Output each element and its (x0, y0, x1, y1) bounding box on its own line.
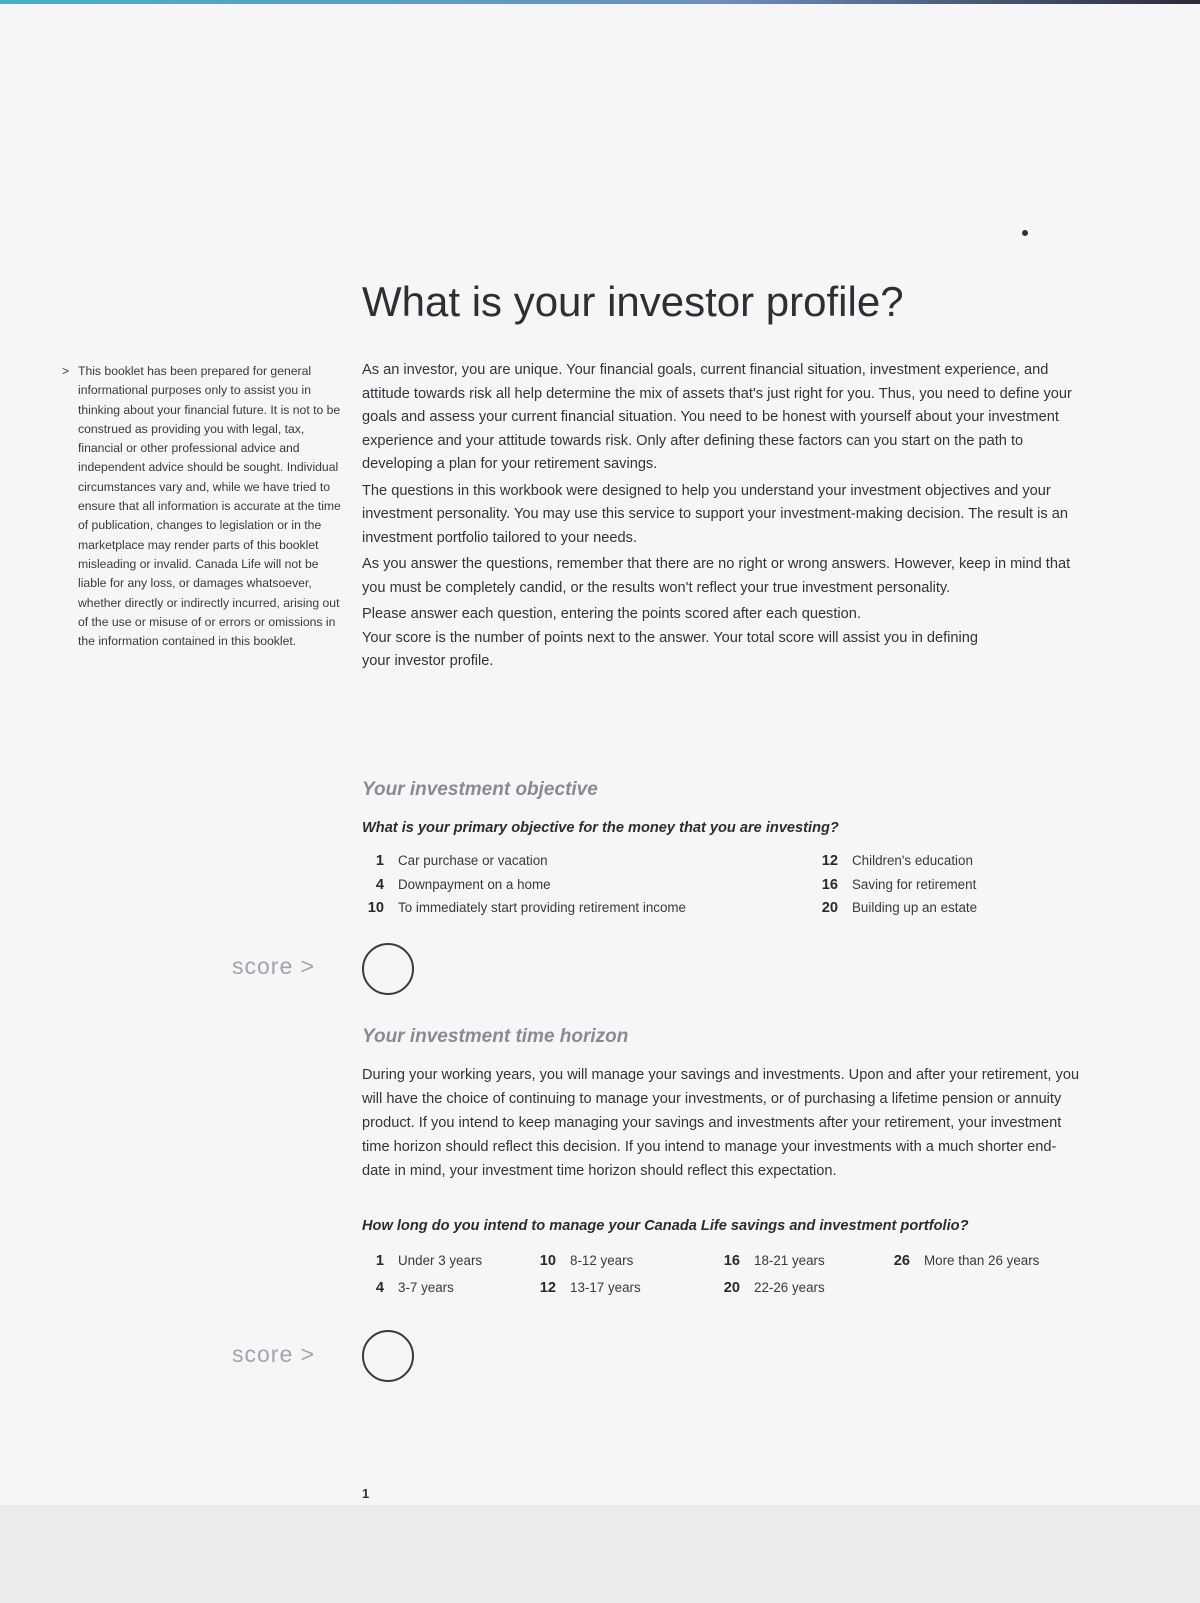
objective-option[interactable] (362, 853, 548, 869)
objective-option[interactable] (362, 900, 686, 916)
page-bottom-edge (0, 1505, 1200, 1603)
intro-paragraph-1: As an investor, you are unique. Your financial goals, current financial situation, investment experience, and attitude towards risk all help determine the mix of assets that's just right for you. Thus, you need to define your goals and assess your current financial situation. You need to be honest with yourself about your investment experience and your attitude towards risk. Only after defining these factors can you start on the path to developing a plan for your retirement savings. (362, 362, 1072, 472)
option-label: Building up an estate (852, 900, 978, 915)
horizon-option[interactable] (534, 1253, 633, 1269)
horizon-option[interactable] (534, 1280, 641, 1296)
objective-heading: Your investment objective (362, 779, 598, 800)
option-label: 13-17 years (570, 1280, 641, 1295)
ink-speck (1021, 229, 1029, 237)
option-label: More than 26 years (924, 1253, 1040, 1268)
objective-option[interactable] (816, 877, 976, 893)
objective-question: What is your primary objective for the money that you are investing? (362, 820, 839, 836)
page-number: 1 (362, 1486, 370, 1501)
option-label: Under 3 years (398, 1253, 483, 1268)
disclaimer-text: This booklet has been prepared for general informational purposes only to assist you in thinking about your financial future. It is not to be construed as providing you with legal, tax, financial or other professional advice and independent advice should be sought. Individual circumstances vary and, while we have tried to ensure that all information is accurate at the time of publication, changes to legislation or in the marketplace may render parts of this booklet misleading or invalid. Canada Life will not be liable for any loss, or damages whatsoever, whether directly or indirectly incurred, arising out of the use or misuse of or errors or omissions in the information contained in this booklet. (78, 364, 341, 649)
option-points: 10 (539, 1253, 556, 1269)
horizon-option[interactable] (718, 1280, 825, 1296)
option-points: 26 (893, 1253, 910, 1269)
page-title: What is your investor profile? (362, 278, 904, 325)
option-label: 18-21 years (754, 1253, 825, 1268)
option-label: 8-12 years (570, 1253, 634, 1268)
intro-text (362, 359, 1074, 677)
objective-option[interactable] (816, 853, 973, 869)
horizon-option[interactable] (718, 1253, 825, 1269)
option-points: 16 (821, 877, 838, 893)
option-points: 16 (723, 1253, 740, 1269)
horizon-heading: Your investment time horizon (362, 1026, 629, 1047)
option-label: Saving for retirement (852, 877, 977, 892)
option-label: Downpayment on a home (398, 877, 551, 892)
disclaimer-marker: > (62, 364, 70, 378)
top-edge-stripe (0, 0, 1200, 4)
option-label: 3-7 years (398, 1280, 454, 1295)
horizon-score-circle[interactable] (362, 1330, 414, 1382)
intro-paragraph-4a: Please answer each question, entering the points scored after each question. (362, 606, 861, 622)
option-label: Car purchase or vacation (398, 853, 548, 868)
option-points: 12 (539, 1280, 556, 1296)
objective-score-label: score > (232, 953, 316, 979)
option-points: 1 (375, 1253, 384, 1269)
objective-option[interactable] (362, 877, 551, 893)
intro-paragraph-4b: Your score is the number of points next to the answer. Your total score will assist you in defining your investor profile. (362, 629, 978, 669)
option-points: 20 (723, 1280, 740, 1296)
option-points: 4 (375, 877, 384, 893)
option-label: 22-26 years (754, 1280, 825, 1295)
horizon-option[interactable] (362, 1253, 482, 1269)
option-points: 10 (367, 900, 384, 916)
option-points: 20 (821, 900, 838, 916)
option-points: 4 (375, 1280, 384, 1296)
horizon-score-label: score > (232, 1341, 316, 1367)
option-points: 12 (821, 853, 838, 869)
horizon-body: During your working years, you will manage your savings and investments. Upon and after your retirement, you will have the choice of continuing to manage your investments, or of purchasing a lifetime pension or annuity product. If you intend to keep managing your savings and investments after your retirement, your investment time horizon should reflect this decision. If you intend to manage your investments with a much shorter end-date in mind, your investment time horizon should reflect this expectation. (362, 1067, 1080, 1179)
option-points: 1 (375, 853, 384, 869)
option-label: To immediately start providing retirement income (398, 900, 687, 915)
disclaimer-sidebar (62, 362, 347, 651)
horizon-option[interactable] (888, 1253, 1039, 1269)
objective-score-circle[interactable] (362, 943, 414, 995)
intro-paragraph-3: As you answer the questions, remember that there are no right or wrong answers. However, keep in mind that you must be completely candid, or the results won't reflect your true investment personality. (362, 556, 1071, 596)
horizon-question: How long do you intend to manage your Canada Life savings and investment portfolio? (362, 1218, 969, 1234)
horizon-option[interactable] (362, 1280, 454, 1296)
option-label: Children's education (852, 853, 973, 868)
objective-option[interactable] (816, 900, 977, 916)
intro-paragraph-2: The questions in this workbook were designed to help you understand your investment objectives and your investment personality. You may use this service to support your investment-making decision. The result is an investment portfolio tailored to your needs. (362, 482, 1068, 546)
